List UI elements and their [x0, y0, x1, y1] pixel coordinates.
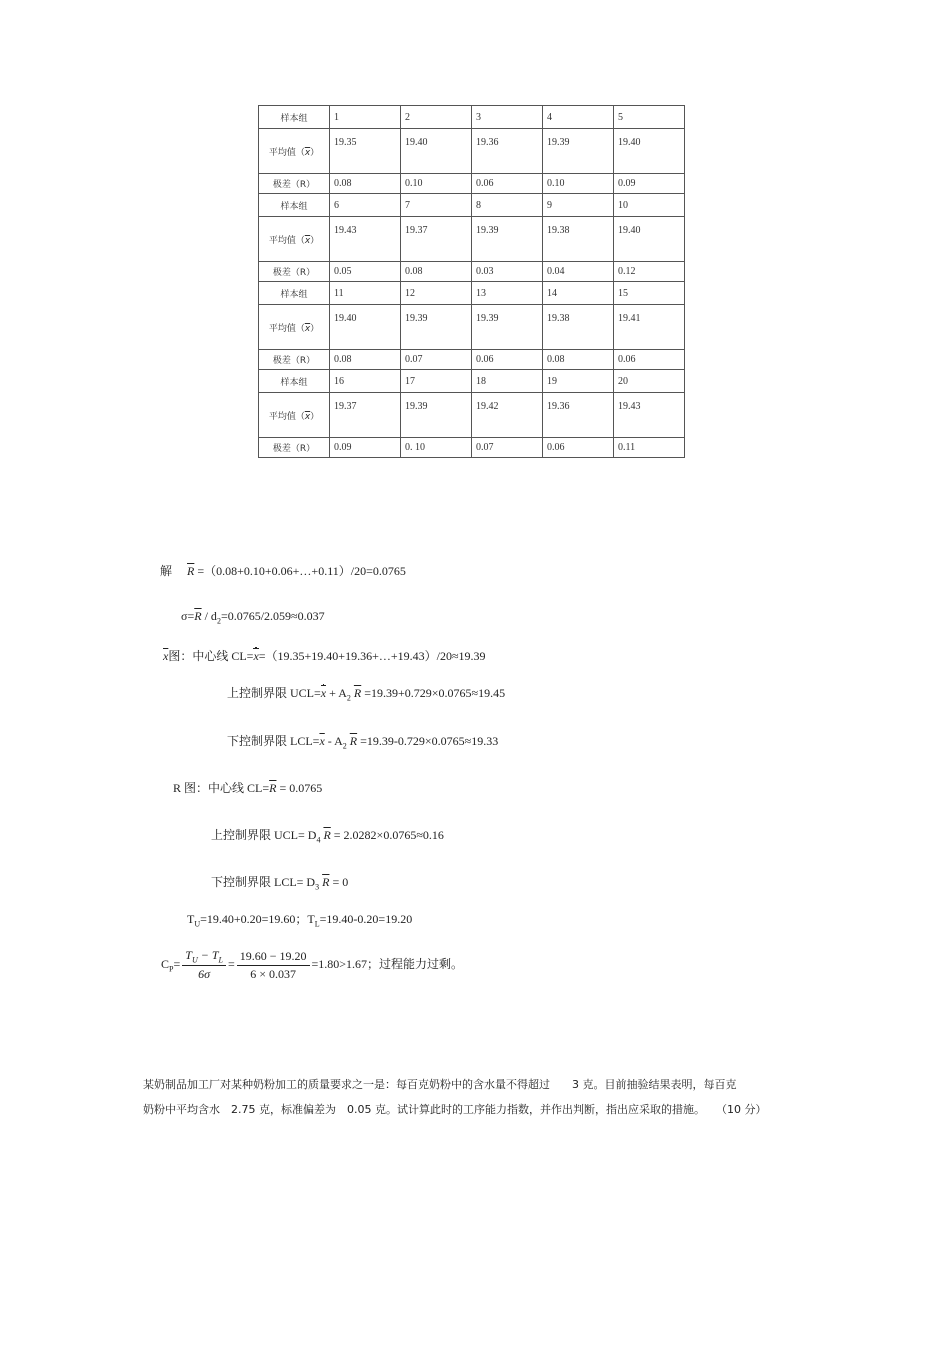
r-centerline-line: R 图：中心线 $CL=\overline{R} = 0.0765$	[173, 781, 323, 795]
table-row	[259, 350, 685, 370]
cell-value: 7	[405, 199, 410, 211]
label-text: 极差（R）	[272, 356, 316, 366]
tl-formula: =19.40-0.20=19.20	[319, 912, 413, 926]
xbar-symbol: $\overline{x}$	[304, 411, 311, 422]
label-text: 样本组	[280, 201, 308, 212]
table-cell	[472, 262, 543, 282]
table-cell	[472, 174, 543, 194]
sigma-formula: =0.0765/2.059≈0.037	[220, 609, 325, 623]
xbar-symbol: $\overline{x}$	[304, 235, 311, 246]
row-label-range	[259, 438, 330, 458]
r-cl-label: R 图：中心线 CL=	[173, 781, 270, 795]
table-cell	[330, 262, 401, 282]
xbar-symbol: $\overline{x}$	[304, 147, 311, 158]
r-ucl-label: 上控制界限 UCL= D	[211, 828, 317, 842]
label-text: 极差（R）	[272, 180, 316, 190]
cell-value: 0.03	[476, 266, 494, 277]
cell-value: 0.11	[618, 442, 636, 453]
table-row	[259, 194, 685, 217]
table-cell	[330, 438, 401, 458]
cell-value: 0.07	[405, 354, 423, 365]
cell-value: 0.05	[334, 266, 352, 277]
r-cl-formula: = 0.0765	[276, 781, 323, 795]
table-cell	[472, 106, 543, 129]
rbar-formula: =（0.08+0.10+0.06+…+0.11）/20=0.0765	[197, 564, 406, 578]
sigma-divisor: / d	[204, 609, 217, 623]
cell-value: 15	[618, 287, 628, 299]
table-cell	[330, 106, 401, 129]
cell-value: 0.06	[476, 178, 494, 189]
cell-value: 19.39	[405, 401, 428, 412]
row-label-group	[259, 370, 330, 393]
cell-value: 0.08	[334, 354, 352, 365]
row-label-range	[259, 174, 330, 194]
table-cell	[472, 393, 543, 438]
table-cell	[401, 217, 472, 262]
solution-sigma-line: $\sigma=\overline{R} / d_2=0.0765/2.059\approx 0.037$	[181, 609, 325, 626]
xbar-lcl-a2: - A	[324, 734, 343, 748]
cell-value: 0.06	[547, 442, 565, 453]
r-lcl-label: 下控制界限 LCL= D	[211, 875, 316, 889]
table-cell	[614, 217, 685, 262]
label-text: 样本组	[280, 289, 308, 300]
label-text: 极差（R）	[272, 268, 316, 278]
table-cell	[472, 370, 543, 393]
mean-label-close: ）	[310, 235, 320, 246]
xbar-ucl-formula: =19.39+0.729×0.0765≈19.45	[364, 686, 506, 700]
table-cell	[401, 438, 472, 458]
cell-value: 0.07	[476, 442, 494, 453]
table-cell	[401, 282, 472, 305]
mean-label-close: ）	[310, 411, 320, 422]
row-label-group	[259, 194, 330, 217]
cell-value: 19.43	[618, 401, 641, 412]
cp-line: $C_P=$ $\frac{T_U - T_L}{6\sigma}$ = $\frac{19.60 - 19.20}{6 \times 0.037}$ =1.80>1.67；过程能力过剩。	[161, 948, 464, 982]
table-cell	[472, 217, 543, 262]
cell-value: 19.39	[405, 313, 428, 324]
solution-rbar-line: 解 $\overline{R}$ =（0.08+0.10+0.06+…+0.11）/20=0.0765	[160, 564, 406, 578]
cell-value: 19.37	[334, 401, 357, 412]
cell-value: 19	[547, 375, 557, 387]
table-cell	[543, 350, 614, 370]
table-row	[259, 106, 685, 129]
cell-value: 16	[334, 375, 344, 387]
table-cell	[401, 350, 472, 370]
row-label-mean	[259, 305, 330, 350]
r-lcl-formula: = 0	[329, 875, 349, 889]
mean-label-text: 平均值（	[268, 235, 305, 246]
solution-prefix: 解	[160, 564, 173, 578]
row-label-mean	[259, 129, 330, 174]
table-cell	[330, 393, 401, 438]
table-cell	[401, 370, 472, 393]
cell-value: 0.12	[618, 266, 636, 277]
cell-value: 19.37	[405, 225, 428, 236]
cell-value: 0.06	[476, 354, 494, 365]
table-cell	[401, 393, 472, 438]
table-cell	[401, 194, 472, 217]
cell-value: 12	[405, 287, 415, 299]
table-cell	[614, 174, 685, 194]
table-cell	[543, 262, 614, 282]
cell-value: 0.10	[405, 178, 423, 189]
xbar-lcl-line: 下控制界限 $LCL=\overline{x} - A_2$ $\overline{R} =19.39-0.729\times 0.0765\approx 19.33$	[227, 734, 499, 751]
table-cell	[614, 370, 685, 393]
table-cell	[330, 282, 401, 305]
table-row	[259, 305, 685, 350]
table-row	[259, 262, 685, 282]
table-cell	[614, 106, 685, 129]
table-row	[259, 174, 685, 194]
cp-conclusion: =1.80>1.67；过程能力过剩。	[311, 956, 464, 971]
row-label-range	[259, 350, 330, 370]
table-cell	[330, 129, 401, 174]
table-cell	[543, 106, 614, 129]
cp-fraction-numeric	[237, 949, 310, 982]
problem-line-1: 某奶制品加工厂对某种奶粉加工的质量要求之一是：每百克奶粉中的含水量不得超过 3 克。目前抽验结果表明，每百克	[143, 1078, 737, 1091]
tu-formula: =19.40+0.20=19.60；T	[200, 912, 315, 926]
table-cell	[543, 174, 614, 194]
table-cell	[330, 305, 401, 350]
cell-value: 6	[334, 199, 339, 211]
cell-value: 19.35	[334, 137, 357, 148]
cell-value: 19.39	[476, 313, 499, 324]
row-label-range	[259, 262, 330, 282]
cell-value: 2	[405, 111, 410, 123]
cell-value: 1	[334, 111, 339, 123]
table-cell	[330, 174, 401, 194]
row-label-mean	[259, 393, 330, 438]
problem-line-2: 奶粉中平均含水 2.75 克，标准偏差为 0.05 克。试计算此时的工序能力指数，并作出判断，指出应采取的措施。 （10 分）	[143, 1103, 767, 1116]
cell-value: 8	[476, 199, 481, 211]
xbar-cl-label: 图：中心线 CL=	[168, 649, 254, 663]
cp-six-sigma: 6σ	[198, 967, 211, 982]
table-cell	[472, 194, 543, 217]
sigma-label: σ=	[181, 609, 195, 623]
table-cell	[614, 262, 685, 282]
cell-value: 19.43	[334, 225, 357, 236]
cell-value: 19.41	[618, 313, 641, 324]
r-ucl-formula: = 2.0282×0.0765≈0.16	[330, 828, 444, 842]
table-cell	[330, 350, 401, 370]
table-cell	[472, 129, 543, 174]
label-text: 样本组	[280, 377, 308, 388]
sample-data-table	[258, 105, 685, 458]
cell-value: 19.39	[547, 137, 570, 148]
table-cell	[472, 305, 543, 350]
table-row	[259, 438, 685, 458]
table-cell	[401, 305, 472, 350]
mean-label-text: 平均值（	[268, 147, 305, 158]
cell-value: 11	[334, 287, 344, 299]
cell-value: 19.40	[405, 137, 428, 148]
cell-value: 19.39	[476, 225, 499, 236]
cell-value: 4	[547, 111, 552, 123]
table-cell	[401, 174, 472, 194]
table-row	[259, 129, 685, 174]
table-cell	[614, 194, 685, 217]
cell-value: 19.38	[547, 313, 570, 324]
mean-label-close: ）	[310, 323, 320, 334]
xbar-lcl-label: 下控制界限 LCL=	[227, 734, 320, 748]
table-cell	[614, 438, 685, 458]
cell-value: 19.36	[547, 401, 570, 412]
mean-label-text: 平均值（	[268, 411, 305, 422]
table-cell	[330, 217, 401, 262]
cell-value: 0.10	[547, 178, 565, 189]
table-cell	[543, 282, 614, 305]
cell-value: 17	[405, 375, 415, 387]
xbar-ucl-line: 上控制界限 $UCL=x + A_2$ $\overline{R} =19.39+0.729\times 0.0765\approx 19.45$	[227, 686, 506, 703]
table-cell	[543, 129, 614, 174]
cell-value: 0.09	[618, 178, 636, 189]
mean-label-text: 平均值（	[268, 323, 305, 334]
cell-value: 20	[618, 375, 628, 387]
table-cell	[543, 217, 614, 262]
table-cell	[614, 393, 685, 438]
cell-value: 14	[547, 287, 557, 299]
cell-value: 0.08	[334, 178, 352, 189]
cell-value: 0.08	[405, 266, 423, 277]
table-cell	[543, 438, 614, 458]
cell-value: 18	[476, 375, 486, 387]
table-cell	[543, 393, 614, 438]
table-cell	[543, 305, 614, 350]
xbar-symbol: $\overline{x}$	[304, 323, 311, 334]
table-cell	[472, 438, 543, 458]
cp-tl: − T	[197, 948, 219, 962]
label-text: 样本组	[280, 113, 308, 124]
table-cell	[614, 282, 685, 305]
tu-label: T	[187, 912, 195, 926]
cell-value: 9	[547, 199, 552, 211]
mean-label-close: ）	[310, 147, 320, 158]
cell-value: 0.04	[547, 266, 565, 277]
cell-value: 13	[476, 287, 486, 299]
label-text: 极差（R）	[272, 444, 316, 454]
table-cell	[330, 370, 401, 393]
cp-denominator: 6 × 0.037	[250, 966, 297, 981]
xbar-ucl-a2: + A	[326, 686, 347, 700]
table-row	[259, 393, 685, 438]
cell-value: 5	[618, 111, 623, 123]
cp-fraction-symbolic: $\frac{T_U - T_L}{6\sigma}$	[182, 948, 226, 982]
table-cell	[330, 194, 401, 217]
table-row	[259, 282, 685, 305]
table-cell	[472, 282, 543, 305]
table-cell	[614, 305, 685, 350]
cell-value: 19.40	[618, 225, 641, 236]
cp-numerator: 19.60 − 19.20	[237, 949, 310, 966]
cp-tu: T	[185, 948, 192, 962]
cell-value: 19.42	[476, 401, 499, 412]
row-label-group	[259, 106, 330, 129]
table-cell	[543, 194, 614, 217]
r-lcl-line: 下控制界限 $LCL= D_3$ $\overline{R} = 0$	[211, 875, 349, 892]
table-row	[259, 370, 685, 393]
xbar-ucl-label: 上控制界限 UCL=	[227, 686, 321, 700]
table-cell	[401, 262, 472, 282]
xbar-centerline-line: $\overline{x}$图：中心线 CL=x=（19.35+19.40+19.36+…+19.43）/20≈19.39	[163, 649, 486, 663]
table-cell	[543, 370, 614, 393]
cell-value: 19.40	[334, 313, 357, 324]
table-row	[259, 217, 685, 262]
row-label-group	[259, 282, 330, 305]
cell-value: 0. 10	[405, 442, 425, 453]
cell-value: 19.40	[618, 137, 641, 148]
cp-label: C	[161, 956, 170, 971]
table-cell	[401, 129, 472, 174]
table-cell	[401, 106, 472, 129]
table-cell	[614, 129, 685, 174]
r-ucl-line: 上控制界限 $UCL= D_4$ $\overline{R} = 2.0282\times 0.0765\approx 0.16$	[211, 828, 444, 845]
row-label-mean	[259, 217, 330, 262]
cell-value: 19.38	[547, 225, 570, 236]
cell-value: 0.06	[618, 354, 636, 365]
tolerance-line: $T_U=19.40+0.20=19.60$；$T_L=19.40-0.20=19.20$	[187, 912, 413, 929]
table-cell	[614, 350, 685, 370]
cell-value: 0.09	[334, 442, 352, 453]
xbar-lcl-formula: =19.39-0.729×0.0765≈19.33	[360, 734, 499, 748]
table-cell	[472, 350, 543, 370]
cell-value: 19.36	[476, 137, 499, 148]
cell-value: 0.08	[547, 354, 565, 365]
cell-value: 10	[618, 199, 628, 211]
xbar-cl-formula: =（19.35+19.40+19.36+…+19.43）/20≈19.39	[258, 649, 486, 663]
cell-value: 3	[476, 111, 481, 123]
